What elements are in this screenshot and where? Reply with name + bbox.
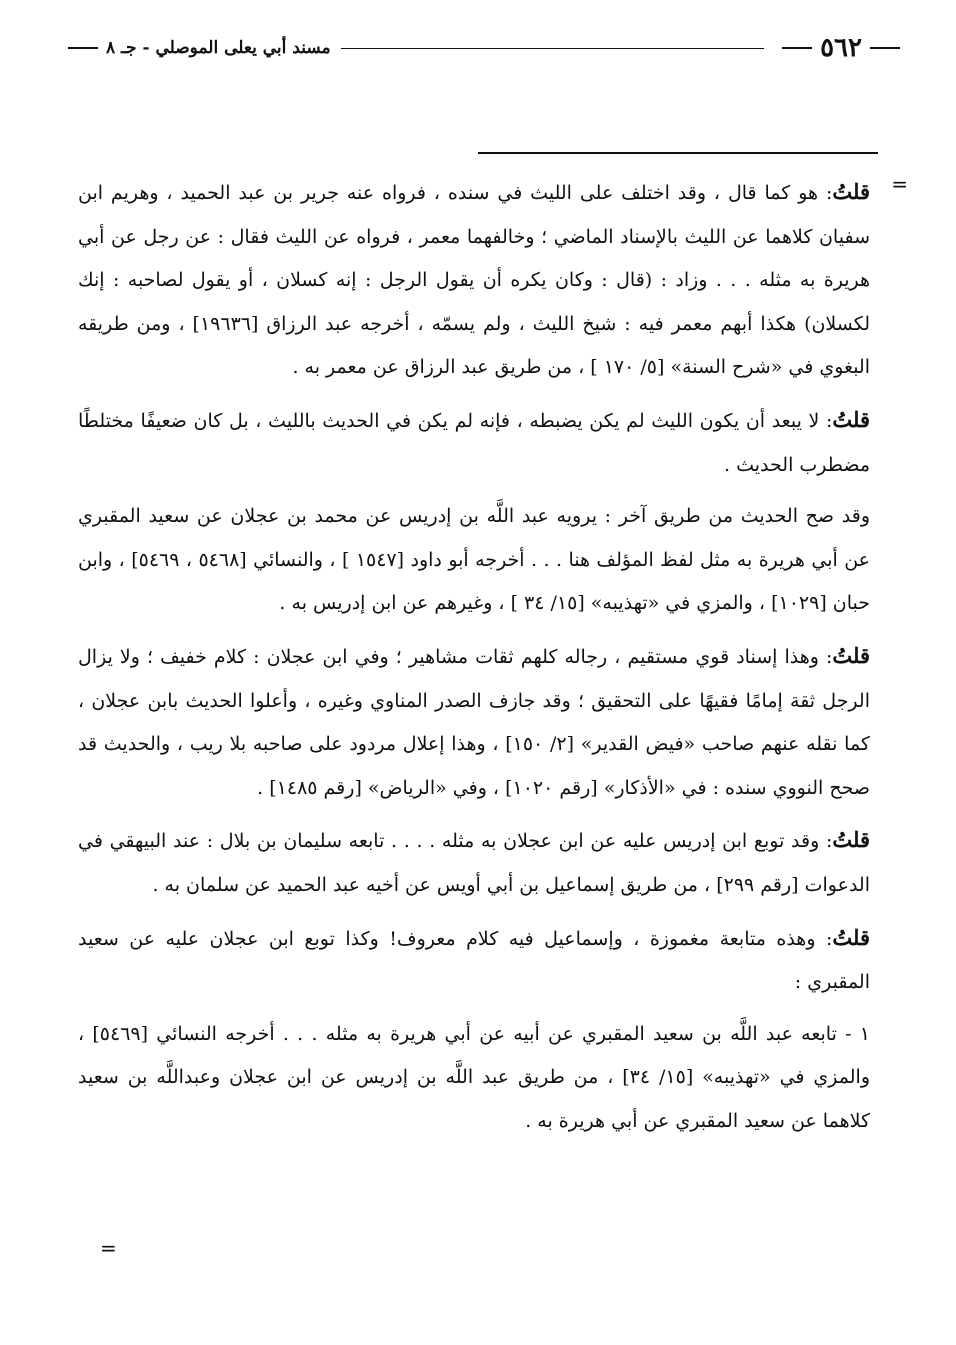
continuation-mark-top: = bbox=[891, 172, 908, 196]
paragraph-label: قلتُ bbox=[832, 827, 870, 853]
paragraph-5 bbox=[78, 818, 870, 907]
paragraph-label: قلتُ bbox=[832, 406, 870, 432]
paragraph-text: : وهذا إسناد قوي مستقيم ، رجاله كلهم ثقات مشاهير ؛ وفي ابن عجلان : كلام خفيف ؛ ولا يزال الرجل ثقة إمامًا فقيهًا على التحقيق ؛ وقد جازف الصدر المناوي وغيره ، وأعلوا الحديث بابن عجلان ، كما نقله عنهم صاحب «فيض القدير» [٢/ ١٥٠] ، وهذا إعلال مردود على صاحبه بلا ريب ، والحديث قد صحح النووي سنده : في «الأذكار» [رقم ١٠٢٠] ، وفي «الرياض» [رقم ١٤٨٥] . bbox=[78, 645, 870, 799]
paragraph-text: وقد صح الحديث من طريق آخر : يرويه عبد اللَّه بن إدريس عن محمد بن عجلان عن سعيد المقبري عن أبي هريرة به مثل لفظ المؤلف هنا . . . أخرجه أبو داود [١٥٤٧ ] ، والنسائي [٥٤٦٨ ، ٥٤٦٩] ، وابن حبان [١٠٢٩] ، والمزي في «تهذيبه» [١٥/ ٣٤ ] ، وغيرهم عن ابن إدريس به . bbox=[78, 505, 870, 615]
paragraph-2 bbox=[78, 398, 870, 487]
header-dash-right bbox=[870, 47, 900, 49]
footnote-body bbox=[78, 170, 870, 1151]
header-rule bbox=[341, 48, 764, 49]
paragraph-label: قلتُ bbox=[832, 642, 870, 668]
paragraph-1 bbox=[78, 170, 870, 390]
running-header bbox=[60, 28, 908, 68]
paragraph-6 bbox=[78, 916, 870, 1005]
header-dash-left bbox=[68, 47, 98, 49]
paragraph-text: : لا يبعد أن يكون الليث لم يكن يضبطه ، فإنه لم يكن في الحديث بالليث ، بل كان ضعيفًا مختلطًا مضطرب الحديث . bbox=[78, 409, 870, 476]
paragraph-text: : هو كما قال ، وقد اختلف على الليث في سنده ، فرواه عنه جرير بن عبد الحميد ، وهريم ابن سفيان كلاهما عن الليث بالإسناد الماضي ؛ وخالفهما معمر ، فرواه عن الليث فقال : عن رجل عن أبي هريرة به مثله . . . وزاد : (قال : وكان يكره أن يقول الرجل : إنه كسلان ، أو يقول لصاحبه : إنك لكسلان) هكذا أبهم معمر فيه : شيخ الليث ، ولم يسمّه ، أخرجه عبد الرزاق [١٩٦٣٦] ، ومن طريقه البغوي في «شرح السنة» [٥/ ١٧٠ ] ، من طريق عبد الرزاق عن معمر به . bbox=[78, 182, 870, 379]
paragraph-text: : وقد توبع ابن إدريس عليه عن ابن عجلان به مثله . . . . تابعه سليمان بن بلال : عند البيهقي في الدعوات [رقم ٢٩٩] ، من طريق إسماعيل بن أبي أويس عن أخيه عبد الحميد عن سلمان به . bbox=[78, 830, 870, 896]
paragraph-label: قلتُ bbox=[832, 179, 870, 204]
paragraph-label: قلتُ bbox=[832, 924, 870, 950]
book-title: مسند أبي يعلى الموصلي - جـ ٨ bbox=[106, 38, 331, 58]
footnote-separator bbox=[478, 152, 878, 154]
header-dash-mid bbox=[782, 47, 812, 49]
paragraph-3 bbox=[78, 495, 870, 626]
paragraph-text: : وهذه متابعة مغموزة ، وإسماعيل فيه كلام معروف! وكذا توبع ابن عجلان عليه عن سعيد المقبري : bbox=[78, 927, 870, 994]
continuation-mark-bottom: = bbox=[100, 1236, 117, 1260]
paragraph-text: ١ - تابعه عبد اللَّه بن سعيد المقبري عن أبيه عن أبي هريرة به مثله . . . أخرجه النسائي [٥٤٦٩] ، والمزي في «تهذيبه» [١٥/ ٣٤] ، من طريق عبد اللَّه بن إدريس عن ابن عجلان وعبداللَّه بن سعيد كلاهما عن سعيد المقبري عن أبي هريرة به . bbox=[78, 1022, 870, 1132]
page-number: ٥٦٢ bbox=[820, 33, 862, 63]
paragraph-7 bbox=[78, 1013, 870, 1144]
paragraph-4 bbox=[78, 634, 870, 810]
